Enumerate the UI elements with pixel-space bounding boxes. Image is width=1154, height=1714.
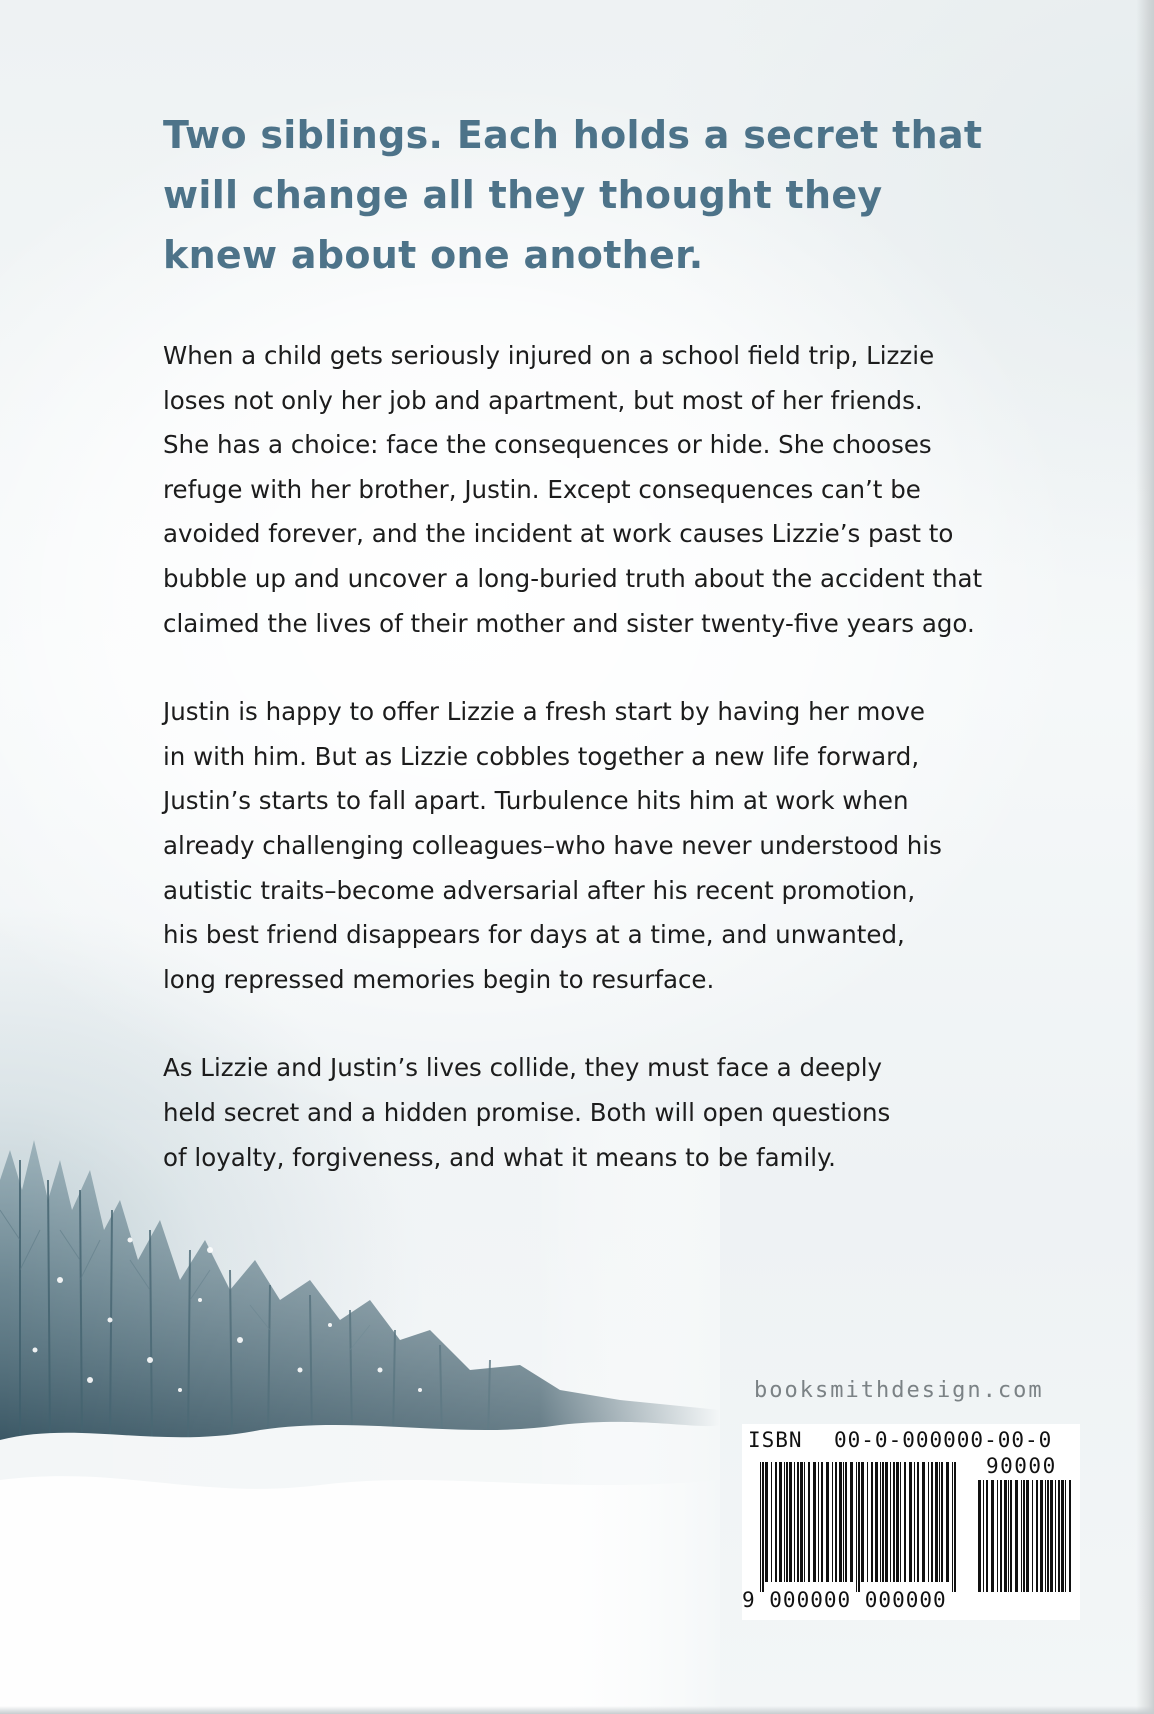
barcode-bar [983,1480,984,1592]
barcode-bar [797,1462,799,1582]
page-edge [1136,0,1154,1714]
barcode-bar [885,1462,888,1582]
isbn-barcode [742,1424,1080,1620]
barcode-bar [843,1462,844,1582]
blurb-paragraph-3: As Lizzie and Justin’s lives collide, they must face a deeply held secret and a hidden promise. Both will open questions of loyalty, forgiveness, and what it means to be family. [163,1053,891,1172]
barcode-bar [1069,1480,1071,1592]
price-addon-code: 90000 [986,1454,1057,1478]
barcode-bar [896,1462,899,1582]
barcode-bar [1055,1480,1056,1592]
barcode-bar [893,1462,895,1582]
barcode-bar [880,1462,881,1582]
barcode-bar [765,1462,768,1582]
barcode-bar [882,1462,884,1582]
barcode-bar [1032,1480,1033,1592]
barcode-bar [808,1462,810,1582]
barcode-bar [890,1462,891,1582]
barcode-bar [832,1462,833,1582]
barcode-bar [954,1462,956,1592]
publisher-website: booksmithdesign.com [754,1378,1044,1403]
barcode-bar [928,1462,929,1582]
barcode-bar [1023,1480,1025,1592]
barcode-bar [1021,1480,1022,1592]
barcode-bar [991,1480,994,1592]
page-bottom-edge [0,1706,1154,1714]
barcode-bar [917,1462,919,1582]
barcode-bar [835,1462,837,1582]
barcode-bar [826,1462,829,1582]
barcode-bar [861,1462,864,1582]
barcode-bar [794,1462,795,1582]
ean-digits: 9 000000 000000 [742,1588,947,1612]
barcode-bar [800,1462,803,1582]
barcode-bar [1065,1480,1066,1592]
barcode-bar [997,1480,998,1592]
barcode-bar [875,1462,878,1582]
cover-headline: Two siblings. Each holds a secret that will change all they thought they knew about one another. [163,113,983,277]
barcode-bar [909,1462,912,1582]
blurb [163,334,1023,1224]
barcode-bar [856,1462,857,1592]
barcode-bar [804,1462,805,1582]
isbn-number: 00-0-000000-00-0 [834,1428,1053,1452]
barcode-bar [1058,1480,1060,1592]
barcode-bar [939,1462,940,1582]
barcode-bar [779,1462,782,1582]
barcode-bar [952,1462,953,1592]
isbn-label: ISBN [748,1428,803,1452]
barcode-bar [986,1480,988,1592]
barcode-bar [1026,1480,1029,1592]
barcode-bar [789,1462,792,1582]
barcode-bar [1061,1480,1064,1592]
barcode-bar [858,1462,860,1592]
barcode-bar [978,1480,981,1592]
barcode-bar [786,1462,788,1582]
barcode-bar [771,1462,772,1582]
barcode-bar [1036,1480,1038,1592]
barcode-bar [941,1462,943,1582]
barcode-bar [818,1462,819,1582]
barcode-bar [1000,1480,1002,1592]
barcode-bar [1047,1480,1049,1592]
barcode-bar [1015,1480,1018,1592]
barcode-bar [1004,1480,1007,1592]
barcode-bar [931,1462,933,1582]
barcode-bar [784,1462,785,1582]
barcode-bar [760,1462,761,1592]
barcode-bar [946,1462,949,1582]
blurb-paragraph-2: Justin is happy to offer Lizzie a fresh start by having her move in with him. But as Lizzie cobbles together a new life forward, Justin’s starts to fall apart. Turbulence hits him at work when already challenging colleagues–who have never understood his autistic traits–become adversarial after his recent promotion, his best friend disappears for days at a time, and unwanted, long repressed memories begin to resurface. [163,697,942,994]
barcode-bar [1040,1480,1043,1592]
barcode-bar [904,1462,906,1582]
barcode-bar [1008,1480,1009,1592]
barcode-bar [922,1462,925,1582]
barcode-bar [762,1462,764,1592]
barcode-bar [914,1462,915,1582]
barcode-bar [1010,1480,1012,1592]
barcode-bar [775,1462,777,1582]
barcode-bar [845,1462,847,1582]
barcode-bar [871,1462,873,1582]
barcode-bar [1050,1480,1053,1592]
barcode-bar [935,1462,938,1582]
barcode-bar [850,1462,853,1582]
barcode-bar [839,1462,842,1582]
blurb-paragraph-1: When a child gets seriously injured on a school field trip, Lizzie loses not only her job and apartment, but most of her friends. She has a choice: face the consequences or hide. She chooses refuge with her brother, Justin. Except consequences can’t be avoided forever, and the incident at work causes Lizzie’s past to bubble up and uncover a long-buried truth about the accident that claimed the lives of their mother and sister twenty-five years ago. [163,341,983,638]
barcode-bar [867,1462,868,1582]
barcode-bar [1045,1480,1046,1592]
barcode-bar [821,1462,823,1582]
barcode-bar [813,1462,816,1582]
barcode-bar [900,1462,901,1582]
